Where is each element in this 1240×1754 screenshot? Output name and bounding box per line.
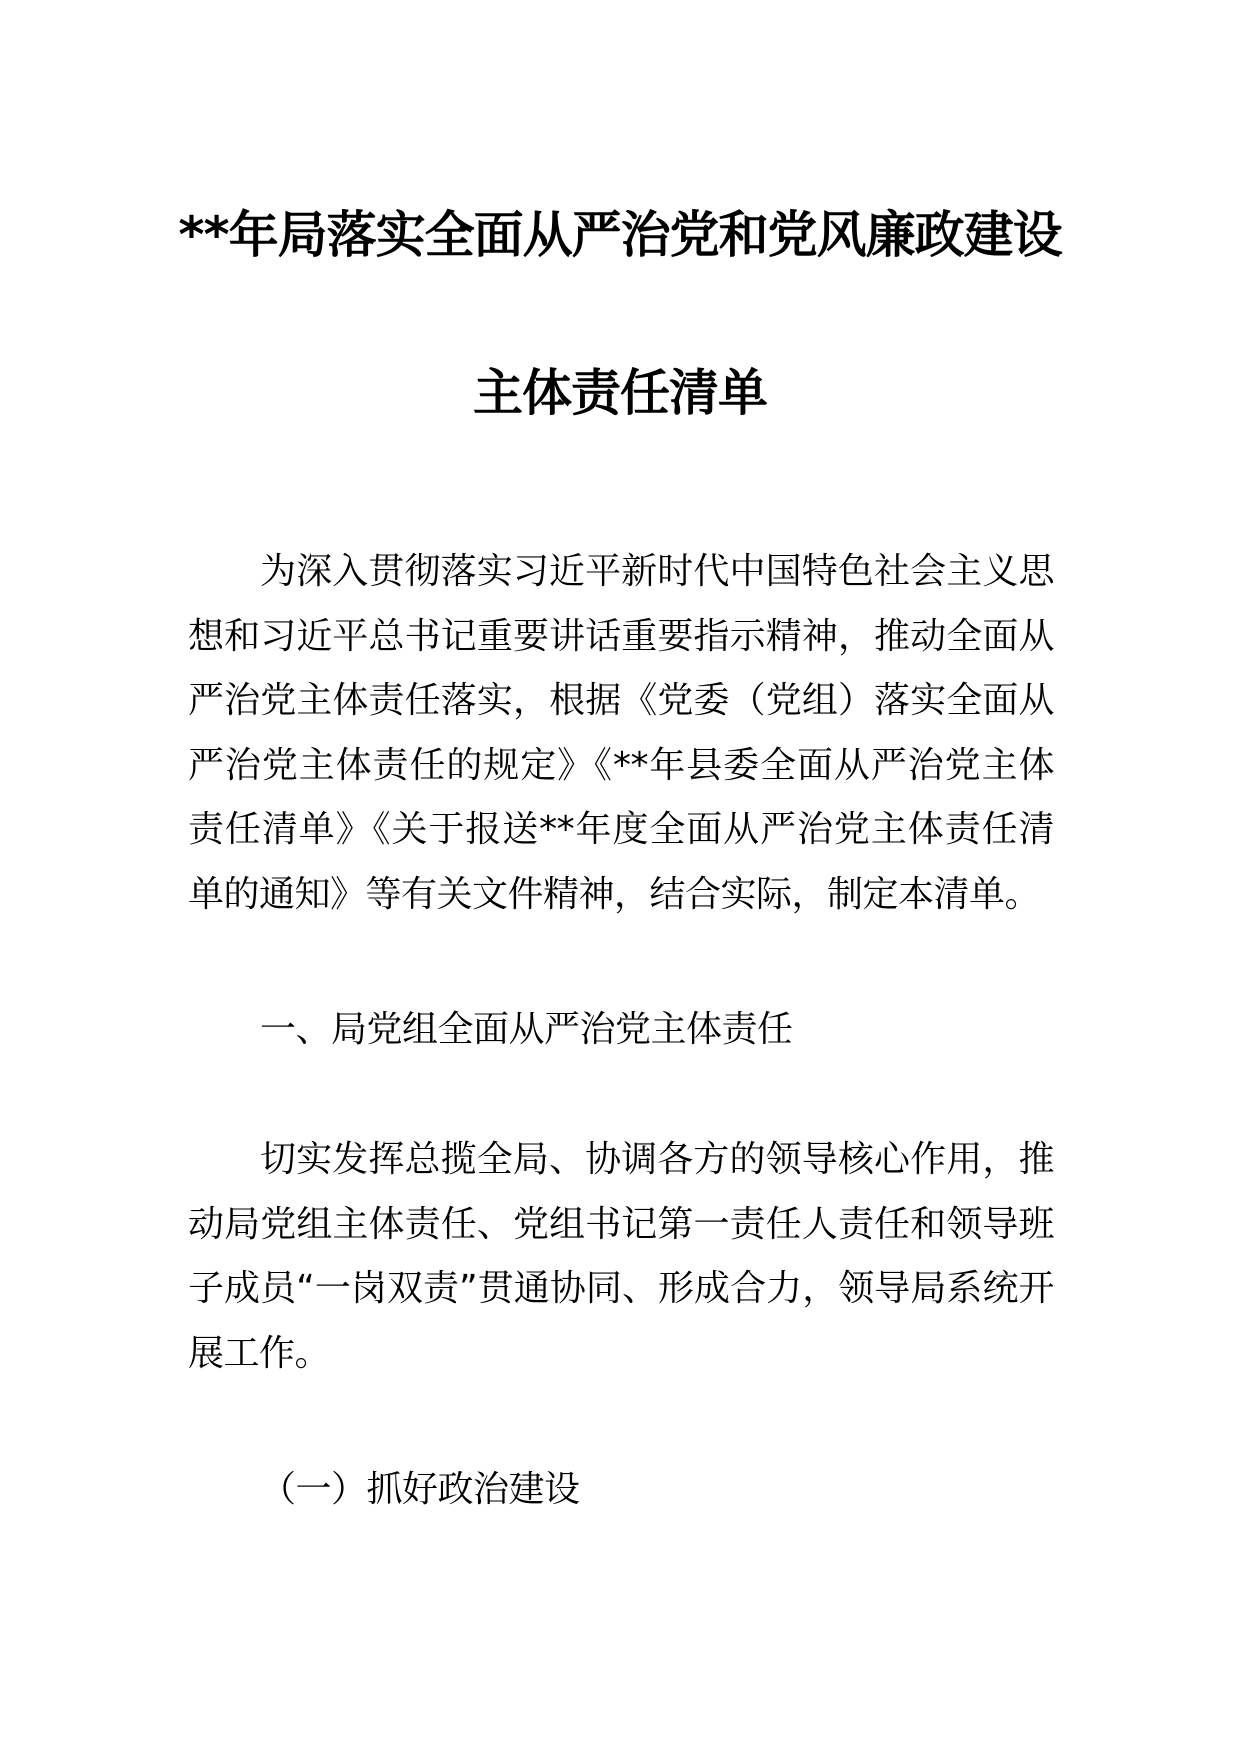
subsection-heading-1: （一）抓好政治建设 — [260, 1469, 580, 1510]
document-title-line-2: 主体责任清单 — [473, 364, 767, 422]
section-1-paragraph: 切实发挥总揽全局、协调各方的领导核心作用，推动局党组主体责任、党组书记第一责任人责任和领导班子成员“一岗双责”贯通协同、形成合力，领导局系统开展工作。 — [188, 1139, 1054, 1374]
intro-paragraph: 为深入贯彻落实习近平新时代中国特色社会主义思想和习近平总书记重要讲话重要指示精神，推动全面从严治党主体责任落实，根据《党委（党组）落实全面从严治党主体责任的规定》《**年县委全面从严治党主体责任清单》《关于报送**年度全面从严治党主体责任清单的通知》等有关文件精神，结合实际，制定本清单。 — [188, 551, 1054, 915]
document-title-line-1: **年局落实全面从严治党和党风廉政建设 — [178, 206, 1062, 264]
section-heading-1: 一、局党组全面从严治党主体责任 — [260, 1009, 793, 1050]
